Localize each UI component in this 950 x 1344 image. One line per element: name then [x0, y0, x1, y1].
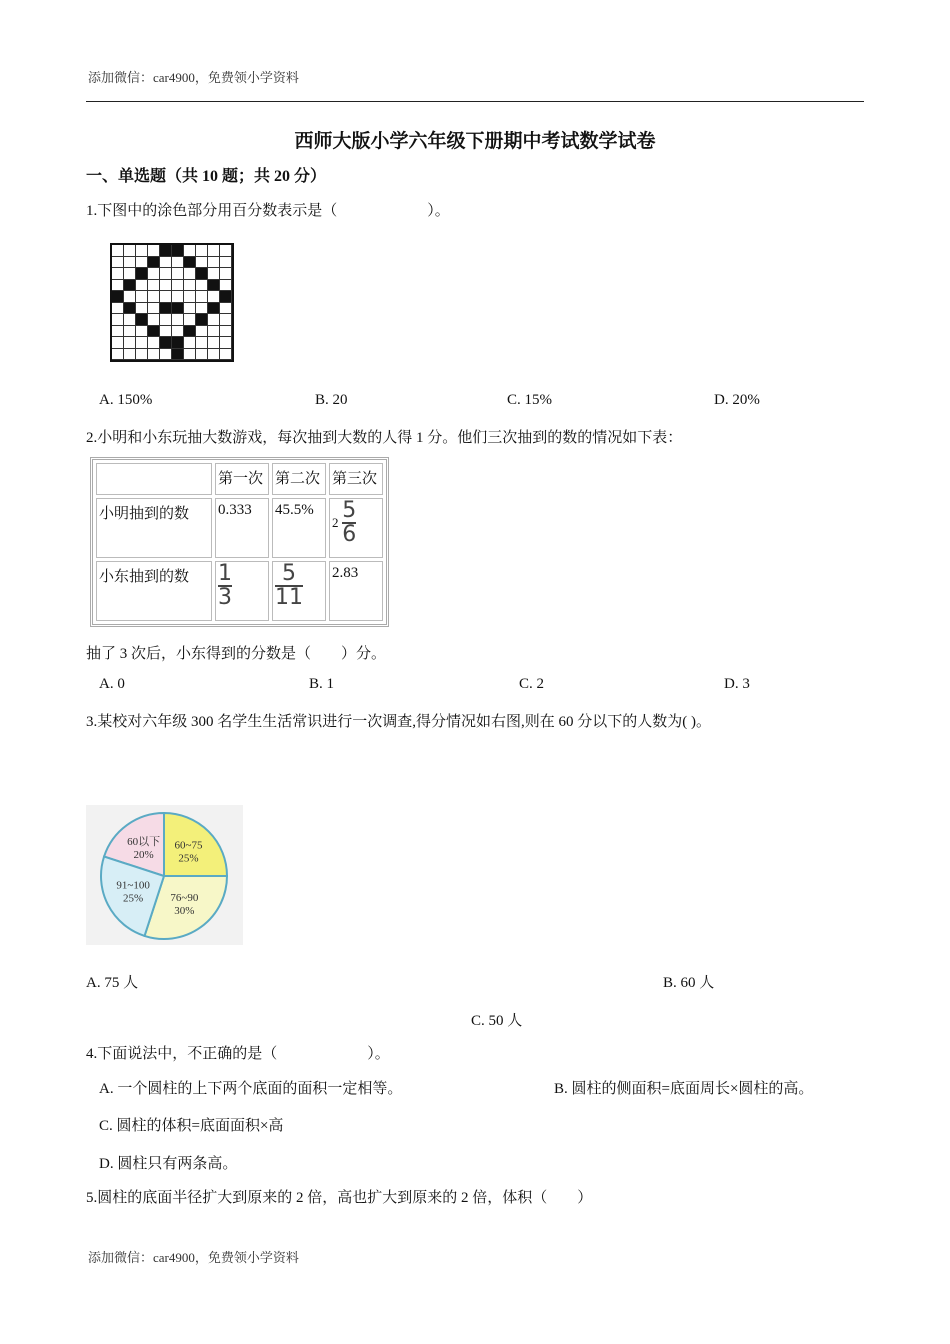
grid-cell-shaded [136, 268, 148, 280]
grid-cell-shaded [220, 291, 232, 303]
grid-cell [148, 268, 160, 280]
grid-cell [220, 337, 232, 349]
grid-cell-shaded [160, 245, 172, 257]
fraction-numerator: 5 [282, 561, 296, 586]
mixed-number-whole: 2 [332, 515, 339, 530]
grid-cell [184, 314, 196, 326]
q2-option-c[interactable]: C. 2 [519, 676, 545, 692]
grid-cell-shaded [112, 291, 124, 303]
q4-option-d[interactable]: D. 圆柱只有两条高。 [99, 1156, 238, 1172]
grid-cell [196, 303, 208, 315]
grid-cell [136, 349, 148, 361]
grid-cell [172, 291, 184, 303]
grid-cell [172, 326, 184, 338]
grid-cell [112, 326, 124, 338]
grid-cell-shaded [208, 303, 220, 315]
grid-cell [148, 245, 160, 257]
grid-cell-shaded [196, 314, 208, 326]
grid-cell [220, 257, 232, 269]
grid-cell [160, 314, 172, 326]
grid-cell [208, 349, 220, 361]
question-2-text: 2.小明和小东玩抽大数游戏，每次抽到大数的人得 1 分。他们三次抽到的数的情况如下表： [86, 430, 683, 446]
grid-cell [196, 280, 208, 292]
grid-cell-shaded [160, 337, 172, 349]
grid-cell [196, 326, 208, 338]
fraction-denominator: 11 [275, 585, 303, 610]
grid-cell [220, 326, 232, 338]
q4-option-a[interactable]: A. 一个圆柱的上下两个底面的面积一定相等。 [99, 1081, 403, 1097]
grid-cell [148, 337, 160, 349]
table-header-empty [96, 463, 212, 495]
q1-option-b[interactable]: B. 20 [315, 392, 348, 408]
grid-cell [136, 326, 148, 338]
pie-slice-label: 76~90 [170, 892, 199, 905]
q1-option-a[interactable]: A. 150% [99, 392, 153, 408]
grid-cell [112, 257, 124, 269]
page-title: 西师大版小学六年级下册期中考试数学试卷 [294, 131, 656, 152]
section-heading: 一、单选题（共 10 题；共 20 分） [86, 168, 327, 185]
grid-cell [148, 314, 160, 326]
grid-cell [148, 280, 160, 292]
grid-cell [112, 303, 124, 315]
footer-text: 添加微信：car4900，免费领小学资料 [88, 1250, 299, 1265]
shaded-grid-figure [110, 243, 234, 362]
pie-slice-label: 91~100 [116, 879, 150, 892]
grid-cell [160, 349, 172, 361]
grid-cell [112, 314, 124, 326]
pie-slice-percent: 20% [133, 848, 154, 861]
pie-slice-percent: 25% [178, 852, 199, 865]
grid-cell [112, 280, 124, 292]
grid-cell [124, 337, 136, 349]
cell-xiaodong-1 [215, 561, 269, 621]
grid-cell [184, 268, 196, 280]
grid-cell [160, 280, 172, 292]
fraction-numerator: 1 [218, 561, 232, 586]
fraction-five-sixths [342, 498, 357, 547]
grid-cell-shaded [208, 280, 220, 292]
grid-cell [220, 280, 232, 292]
grid-cell [208, 268, 220, 280]
grid-cell [136, 280, 148, 292]
q2-option-a[interactable]: A. 0 [99, 676, 125, 692]
grid-cell [208, 291, 220, 303]
grid-cell [208, 314, 220, 326]
grid-cell [172, 268, 184, 280]
grid-cell-shaded [196, 268, 208, 280]
grid-cell [112, 349, 124, 361]
grid-cell [184, 280, 196, 292]
grid-cell-shaded [148, 326, 160, 338]
fraction-one-third [218, 561, 232, 610]
grid-cell-shaded [172, 337, 184, 349]
question-3-text: 3.某校对六年级 300 名学生生活常识进行一次调查,得分情况如右图,则在 60 分以下的人数为( )。 [86, 714, 711, 730]
grid-cell [124, 291, 136, 303]
grid-cell [112, 245, 124, 257]
grid-cell [208, 257, 220, 269]
cell-xiaoming-3 [329, 498, 383, 558]
cell-xiaoming-2: 45.5% [272, 498, 326, 558]
q2-option-b[interactable]: B. 1 [309, 676, 335, 692]
grid-cell [220, 303, 232, 315]
grid-cell [184, 349, 196, 361]
fraction-denominator: 3 [218, 585, 232, 610]
q4-option-c[interactable]: C. 圆柱的体积=底面面积×高 [99, 1118, 284, 1134]
grid-cell-shaded [172, 303, 184, 315]
q3-option-c[interactable]: C. 50 人 [471, 1013, 523, 1029]
grid-cell [136, 303, 148, 315]
grid-cell [160, 326, 172, 338]
grid-cell [172, 314, 184, 326]
grid-cell-shaded [172, 349, 184, 361]
grid-cell [124, 245, 136, 257]
grid-cell [184, 245, 196, 257]
grid-cell-shaded [124, 303, 136, 315]
grid-cell [220, 314, 232, 326]
pie-chart [86, 805, 243, 945]
q1-option-c[interactable]: C. 15% [507, 392, 552, 408]
grid-cell [148, 291, 160, 303]
grid-cell [172, 257, 184, 269]
question-5-text: 5.圆柱的底面半径扩大到原来的 2 倍，高也扩大到原来的 2 倍，体积（ ） [86, 1190, 593, 1206]
pie-slice-percent: 30% [174, 905, 195, 918]
cell-xiaodong-3: 2.83 [329, 561, 383, 621]
score-table [90, 457, 389, 627]
grid-cell [208, 326, 220, 338]
grid-cell [124, 268, 136, 280]
grid-cell [136, 257, 148, 269]
grid-cell-shaded [136, 314, 148, 326]
grid-cell [160, 291, 172, 303]
row-label-xiaoming: 小明抽到的数 [96, 498, 212, 558]
question-2-followup: 抽了 3 次后，小东得到的分数是（ ）分。 [86, 646, 387, 662]
table-header-3: 第三次 [329, 463, 383, 495]
grid-cell [136, 291, 148, 303]
pie-slice-percent: 25% [123, 892, 144, 905]
cell-xiaoming-1: 0.333 [215, 498, 269, 558]
grid-cell [196, 337, 208, 349]
grid-cell [196, 257, 208, 269]
grid-cell [148, 303, 160, 315]
grid-cell [148, 349, 160, 361]
grid-cell [208, 245, 220, 257]
grid-cell [220, 245, 232, 257]
q1-option-d[interactable]: D. 20% [714, 392, 760, 408]
grid-cell [184, 337, 196, 349]
q3-option-a[interactable]: A. 75 人 [86, 975, 139, 991]
grid-cell [136, 337, 148, 349]
grid-cell [124, 257, 136, 269]
grid-cell [112, 337, 124, 349]
grid-cell [208, 337, 220, 349]
grid-cell [160, 268, 172, 280]
header-rule [86, 101, 864, 102]
grid-cell [172, 280, 184, 292]
row-label-xiaodong: 小东抽到的数 [96, 561, 212, 621]
grid-cell-shaded [124, 280, 136, 292]
question-4-text: 4.下面说法中，不正确的是（ ）。 [86, 1046, 390, 1062]
grid-cell-shaded [172, 245, 184, 257]
pie-slice-label: 60~75 [174, 839, 203, 852]
header-text: 添加微信：car4900，免费领小学资料 [88, 70, 299, 85]
fraction-five-elevenths [275, 561, 303, 610]
grid-cell [112, 268, 124, 280]
grid-cell-shaded [184, 326, 196, 338]
pie-chart-figure [86, 805, 243, 945]
grid-cell-shaded [160, 303, 172, 315]
grid-cell [196, 349, 208, 361]
q3-option-b[interactable]: B. 60 人 [663, 975, 715, 991]
grid-cell [196, 245, 208, 257]
grid-cell [196, 291, 208, 303]
fraction-denominator: 6 [342, 522, 357, 547]
pie-slice-label: 60以下 [127, 835, 161, 848]
grid-cell-shaded [184, 257, 196, 269]
grid-cell [220, 268, 232, 280]
table-header-2: 第二次 [272, 463, 326, 495]
grid-cell-shaded [148, 257, 160, 269]
q4-option-b[interactable]: B. 圆柱的侧面积=底面周长×圆柱的高。 [554, 1081, 814, 1097]
table-header-1: 第一次 [215, 463, 269, 495]
grid-cell [160, 257, 172, 269]
grid-cell [124, 349, 136, 361]
grid-cell [136, 245, 148, 257]
fraction-numerator: 5 [342, 498, 357, 523]
grid-cell [184, 303, 196, 315]
question-1-text: 1.下图中的涂色部分用百分数表示是（ ）。 [86, 203, 450, 219]
grid-cell [220, 349, 232, 361]
grid-cell [184, 291, 196, 303]
cell-xiaodong-2 [272, 561, 326, 621]
grid-cell [124, 326, 136, 338]
q2-option-d[interactable]: D. 3 [724, 676, 750, 692]
grid-cell [124, 314, 136, 326]
